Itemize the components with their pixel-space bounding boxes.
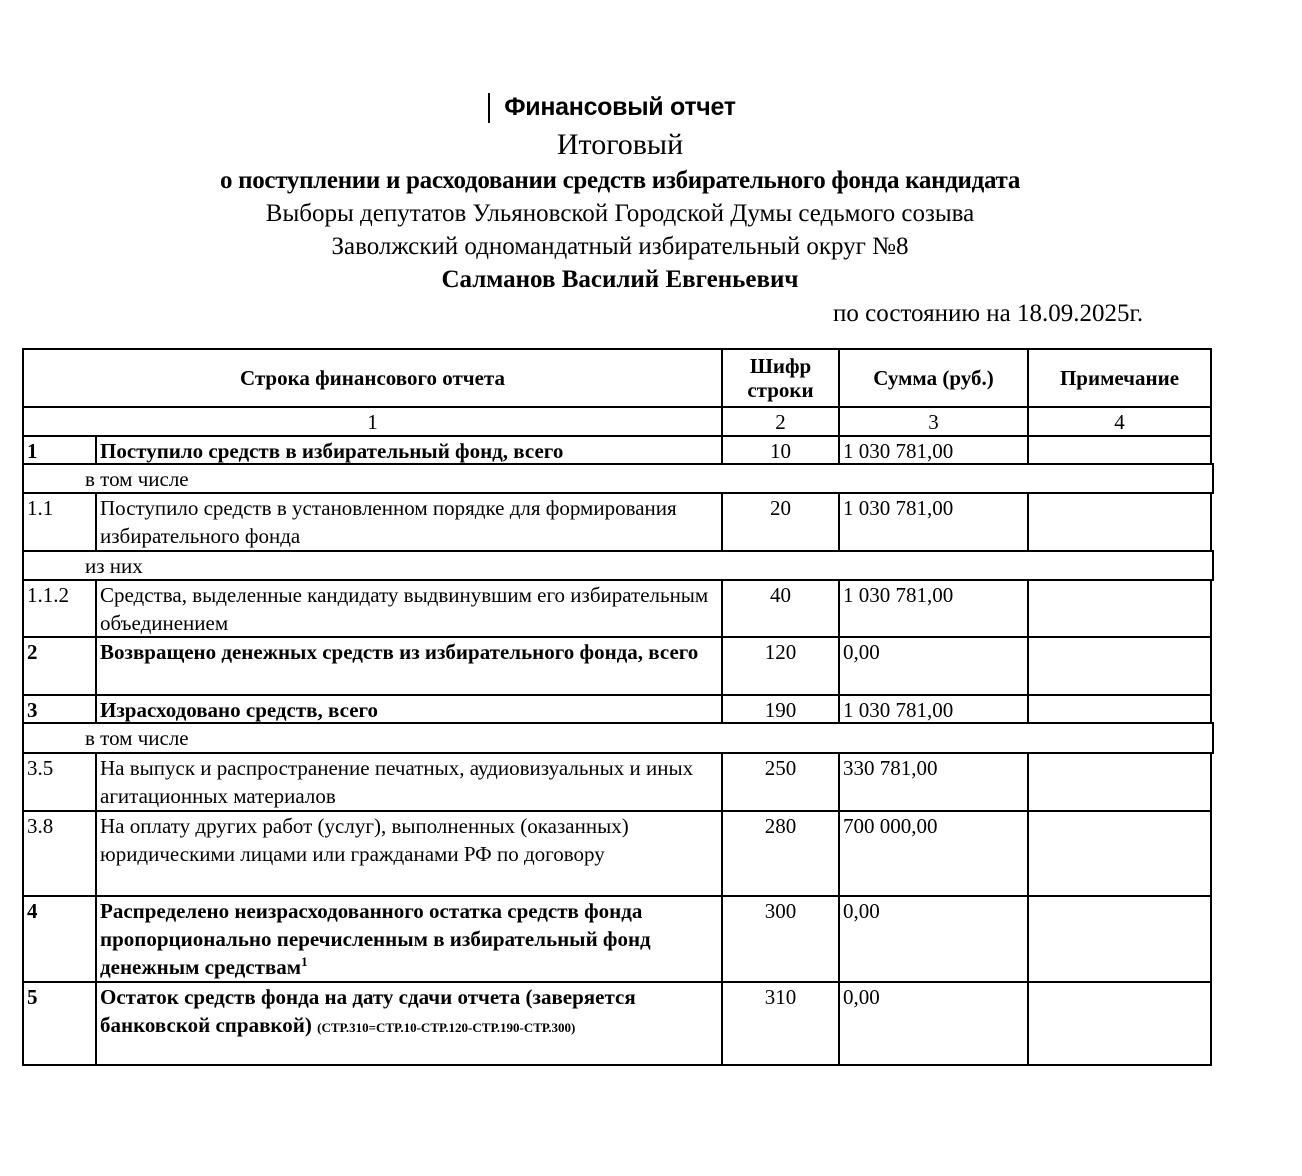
row-sum: 0,00 (838, 895, 1029, 983)
report-description: о поступлении и расходовании средств избирательного фонда кандидата (219, 167, 1021, 194)
report-title: Финансовый отчет (504, 93, 736, 121)
row-note[interactable] (1027, 895, 1212, 983)
row-sum: 1 030 781,00 (838, 694, 1029, 724)
row-label: На выпуск и распространение печатных, аудиовизуальных и иных агитационных материалов (95, 752, 723, 812)
row-number: 3.8 (22, 810, 97, 897)
row-note[interactable] (1027, 981, 1212, 1066)
row-sum: 0,00 (838, 981, 1029, 1066)
subheader-row: в том числе (22, 722, 1214, 754)
report-date: по состоянию на 18.09.2025г. (833, 300, 1144, 327)
row-label: Распределено неизрасходованного остатка средств фонда пропорционально перечисленным в избирательный фонд денежным средствам$^1$ (95, 895, 723, 983)
column-number-3: 3 (838, 406, 1029, 437)
footnote-marker: 1 (301, 954, 308, 969)
row-sum: 700 000,00 (838, 810, 1029, 897)
column-header-note: Примечание (1027, 348, 1212, 408)
row-number: 1 (22, 435, 97, 465)
candidate-name: Салманов Василий Евгеньевич (441, 266, 799, 293)
row-sum: 1 030 781,00 (838, 435, 1029, 465)
subheader-row: из них (22, 550, 1214, 581)
row-number: 3 (22, 694, 97, 724)
column-number-2: 2 (721, 406, 840, 437)
row-code: 280 (721, 810, 840, 897)
column-number-1: 1 (22, 406, 723, 437)
row-code: 190 (721, 694, 840, 724)
row-number: 4 (22, 895, 97, 983)
row-code: 250 (721, 752, 840, 812)
column-number-4: 4 (1027, 406, 1212, 437)
row-label: Остаток средств фонда на дату сдачи отчета (заверяется банковской справкой) (СТР.310=СТР.10-СТР.120-СТР.190-СТР.300) (95, 981, 723, 1066)
row-note[interactable] (1027, 636, 1212, 696)
column-header-line: Строка финансового отчета (22, 348, 723, 408)
row-note[interactable] (1027, 752, 1212, 812)
row-formula: (СТР.310=СТР.10-СТР.120-СТР.190-СТР.300) (317, 1020, 576, 1035)
row-label: Возвращено денежных средств из избирательного фонда, всего (95, 636, 723, 696)
row-number: 1.1.2 (22, 579, 97, 638)
row-number: 3.5 (22, 752, 97, 812)
row-note[interactable] (1027, 579, 1212, 638)
row-label: На оплату других работ (услуг), выполненных (оказанных) юридическими лицами или гражданами РФ по договору (95, 810, 723, 897)
row-code: 300 (721, 895, 840, 983)
row-label: Поступило средств в избирательный фонд, всего (95, 435, 723, 465)
row-code: 10 (721, 435, 840, 465)
row-note[interactable] (1027, 492, 1212, 552)
row-code: 40 (721, 579, 840, 638)
row-number: 5 (22, 981, 97, 1066)
report-subtitle: Итоговый (556, 128, 684, 161)
row-note[interactable] (1027, 435, 1212, 465)
subheader-row: в том числе (22, 463, 1214, 494)
row-note[interactable] (1027, 694, 1212, 724)
election-name: Выборы депутатов Ульяновской Городской Думы седьмого созыва (265, 200, 975, 227)
row-number: 2 (22, 636, 97, 696)
row-code: 310 (721, 981, 840, 1066)
column-header-code: Шифр строки (721, 348, 840, 408)
row-label: Израсходовано средств, всего (95, 694, 723, 724)
row-label: Поступило средств в установленном порядке для формирования избирательного фонда (95, 492, 723, 552)
row-number: 1.1 (22, 492, 97, 552)
row-code: 20 (721, 492, 840, 552)
row-sum: 330 781,00 (838, 752, 1029, 812)
row-label: Средства, выделенные кандидату выдвинувшим его избирательным объединением (95, 579, 723, 638)
row-note[interactable] (1027, 810, 1212, 897)
row-sum: 1 030 781,00 (838, 492, 1029, 552)
row-sum: 0,00 (838, 636, 1029, 696)
district-name: Заволжский одномандатный избирательный округ №8 (331, 233, 909, 260)
row-code: 120 (721, 636, 840, 696)
row-sum: 1 030 781,00 (838, 579, 1029, 638)
column-header-sum: Сумма (руб.) (838, 348, 1029, 408)
